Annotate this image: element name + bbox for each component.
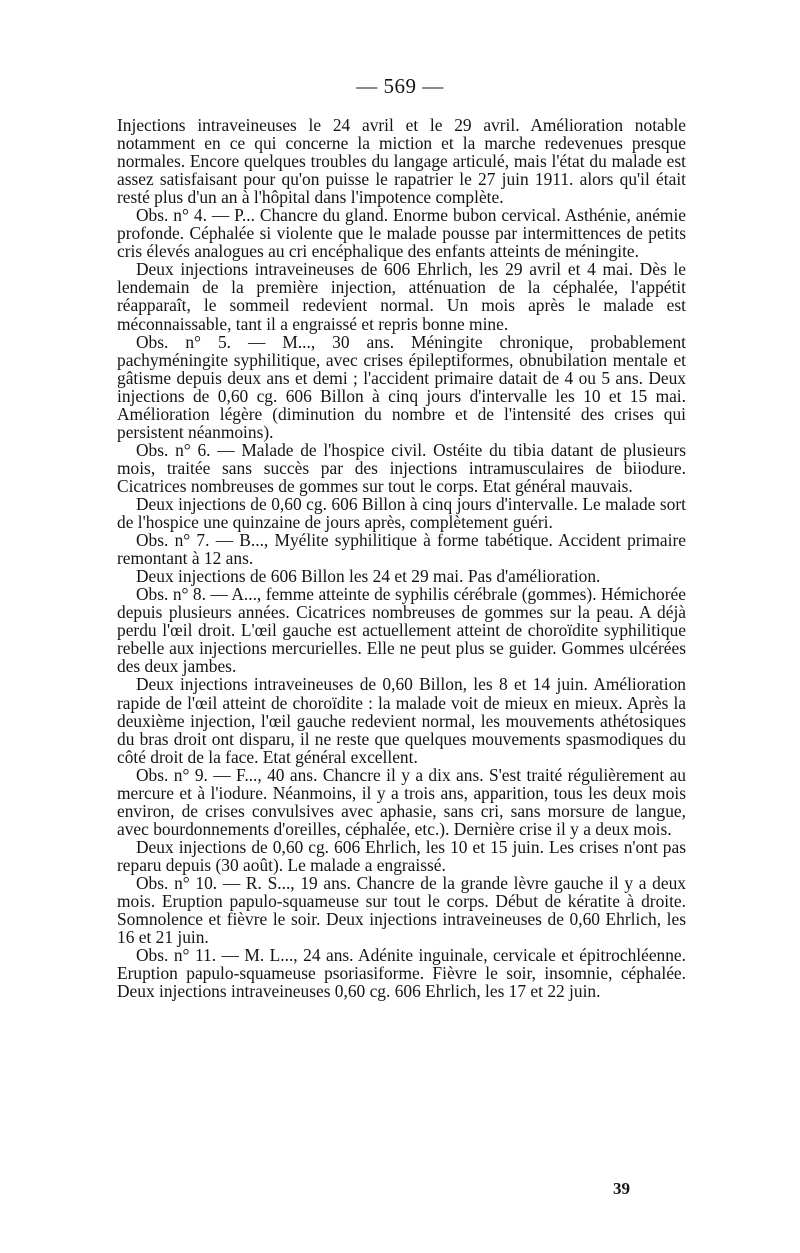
paragraph: Deux injections intraveineuses de 606 Ehrlich, les 29 avril et 4 mai. Dès le lendemain de la première injection, atténuation de la céphalée, l'appétit réapparaît, le sommeil redevient normal. Un mois après le malade est méconnaissable, tant il a engraissé et repris bonne mine. — [117, 259, 686, 334]
paragraph: Obs. n° 8. — A..., femme atteinte de syphilis cérébrale (gommes). Hémichorée depuis plusieurs années. Cicatrices nombreuses de gommes sur la peau. A déjà perdu l'œil droit. L'œil gauche est actuellement atteint de choroïdite syphilitique rebelle aux injections mercurielles. Elle ne peut plus se guider. Gommes ulcérées des deux jambes. — [117, 584, 686, 677]
body-text — [117, 116, 686, 1000]
paragraph: Obs. n° 11. — M. L..., 24 ans. Adénite inguinale, cervicale et épitrochléenne. Eruption papulo-squameuse psoriasiforme. Fièvre le soir, insomnie, céphalée. Deux injections intraveineuses 0,60 cg. 606 Ehrlich, les 17 et 22 juin. — [117, 945, 686, 1002]
paragraph: Deux injections intraveineuses de 0,60 Billon, les 8 et 14 juin. Amélioration rapide de l'œil atteint de choroïdite : la malade voit de mieux en mieux. Après la deuxième injection, l'œil gauche redevient normal, les mouvements athétosiques du bras droit ont disparu, il ne reste que quelques mouvements spasmodiques du côté droit de la face. Etat général excellent. — [117, 674, 686, 767]
signature-mark: 39 — [613, 1179, 630, 1198]
paragraph: Obs. n° 7. — B..., Myélite syphilitique à forme tabétique. Accident primaire remontant à 12 ans. — [117, 530, 686, 569]
page-number: — 569 — — [356, 74, 444, 98]
paragraph: Obs. n° 6. — Malade de l'hospice civil. Ostéite du tibia datant de plusieurs mois, traitée sans succès par des injections intramusculaires de biiodure. Cicatrices nombreuses de gommes sur tout le corps. Etat général mauvais. — [117, 439, 686, 496]
paragraph: Obs. n° 4. — P... Chancre du gland. Enorme bubon cervical. Asthénie, anémie profonde. Céphalée si violente que le malade pousse par intermittences de petits cris élevés analogues au cri encéphalique des enfants atteints de méningite. — [117, 205, 686, 262]
paragraph: Deux injections de 0,60 cg. 606 Billon à cinq jours d'intervalle. Le malade sort de l'hospice une quinzaine de jours après, complètement guéri. — [117, 493, 686, 533]
paragraph: Deux injections de 0,60 cg. 606 Ehrlich, les 10 et 15 juin. Les crises n'ont pas reparu depuis (30 août). Le malade a engraissé. — [117, 836, 686, 875]
paragraph: Obs. n° 5. — M..., 30 ans. Méningite chronique, probablement pachyméningite syphilitique, avec crises épileptiformes, obnubilation mentale et gâtisme depuis deux ans et demi ; l'accident primaire datait de 4 ou 5 ans. Deux injections de 0,60 cg. 606 Billon à cinq jours d'intervalle les 10 et 15 mai. Amélioration légère (diminution du nombre et de l'intensité des crises qui persistent néanmoins). — [117, 331, 686, 442]
paragraph: Obs. n° 10. — R. S..., 19 ans. Chancre de la grande lèvre gauche il y a deux mois. Eruption papulo-squameuse sur tout le corps. Début de kératite à droite. Somnolence et fièvre le soir. Deux injections intraveineuses de 0,60 Ehrlich, les 16 et 21 juin. — [117, 872, 686, 948]
paragraph: Deux injections de 606 Billon les 24 et 29 mai. Pas d'amélioration. — [136, 566, 601, 587]
paragraph: Injections intraveineuses le 24 avril et le 29 avril. Amélioration notable notamment en ce qui concerne la miction et la marche redevenues presque normales. Encore quelques troubles du langage articulé, mais l'état du malade est assez satisfaisant pour qu'on puisse le rapatrier le 27 juin 1911. alors qu'il était resté plus d'un an à l'hôpital dans l'impotence complète. — [117, 115, 686, 208]
paragraph: Obs. n° 9. — F..., 40 ans. Chancre il y a dix ans. S'est traité régulièrement au mercure et à l'iodure. Néanmoins, il y a trois ans, apparition, tous les deux mois environ, de crises convulsives avec aphasie, sans cri, sans morsure de langue, avec bourdonnements d'oreilles, céphalée, etc.). Dernière crise il y a deux mois. — [117, 764, 686, 839]
